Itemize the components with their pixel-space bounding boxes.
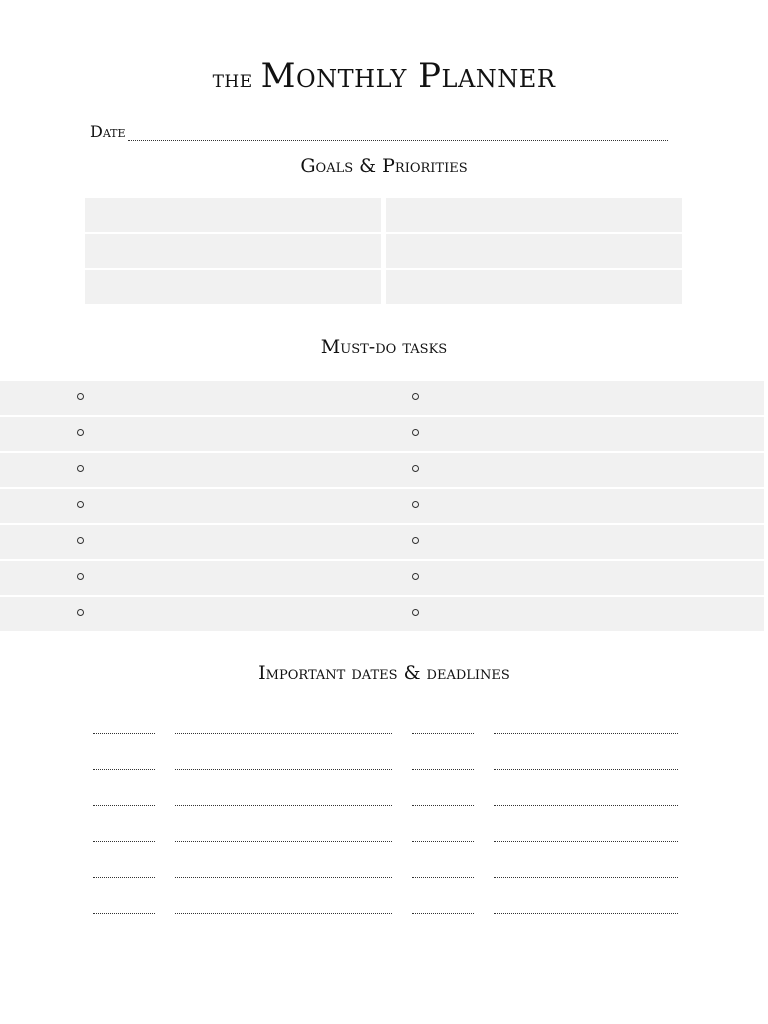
- deadline-line[interactable]: [175, 912, 392, 914]
- task-row[interactable]: [0, 417, 764, 451]
- bullet-icon: [412, 609, 419, 616]
- task-row[interactable]: [0, 597, 764, 631]
- date-line[interactable]: [93, 732, 155, 734]
- deadline-row: [93, 758, 678, 794]
- goal-cell[interactable]: [386, 198, 682, 232]
- deadlines-heading: Important dates & deadlines: [258, 662, 510, 684]
- goal-cell[interactable]: [386, 270, 682, 304]
- bullet-icon: [77, 501, 84, 508]
- title-prefix: the: [212, 65, 253, 93]
- date-label: Date: [90, 122, 126, 141]
- date-line[interactable]: [412, 876, 474, 878]
- tasks-heading: Must-do tasks: [320, 336, 448, 358]
- deadline-line[interactable]: [494, 804, 678, 806]
- bullet-icon: [77, 393, 84, 400]
- date-line[interactable]: [412, 804, 474, 806]
- task-row[interactable]: [0, 489, 764, 523]
- date-line[interactable]: [93, 804, 155, 806]
- date-line[interactable]: [412, 840, 474, 842]
- goal-cell[interactable]: [85, 270, 381, 304]
- deadline-row: [93, 794, 678, 830]
- deadline-line[interactable]: [175, 768, 392, 770]
- date-input-line[interactable]: [128, 126, 668, 141]
- bullet-icon: [412, 429, 419, 436]
- page-title: [0, 56, 768, 96]
- deadlines-list: [93, 722, 678, 938]
- task-row[interactable]: [0, 453, 764, 487]
- title-main: Monthly Planner: [260, 56, 556, 96]
- date-line[interactable]: [93, 876, 155, 878]
- bullet-icon: [77, 609, 84, 616]
- deadline-line[interactable]: [175, 804, 392, 806]
- deadline-row: [93, 866, 678, 902]
- goals-grid: [85, 198, 682, 304]
- date-line[interactable]: [412, 912, 474, 914]
- goal-cell[interactable]: [386, 234, 682, 268]
- date-line[interactable]: [93, 768, 155, 770]
- task-row[interactable]: [0, 525, 764, 559]
- deadline-line[interactable]: [494, 840, 678, 842]
- goal-cell[interactable]: [85, 198, 381, 232]
- task-row[interactable]: [0, 381, 764, 415]
- deadline-line[interactable]: [175, 732, 392, 734]
- bullet-icon: [412, 465, 419, 472]
- date-line[interactable]: [412, 732, 474, 734]
- bullet-icon: [412, 537, 419, 544]
- bullet-icon: [77, 465, 84, 472]
- bullet-icon: [77, 429, 84, 436]
- deadline-line[interactable]: [175, 840, 392, 842]
- deadline-line[interactable]: [494, 732, 678, 734]
- date-line[interactable]: [93, 840, 155, 842]
- deadline-line[interactable]: [494, 912, 678, 914]
- deadline-row: [93, 830, 678, 866]
- goal-cell[interactable]: [85, 234, 381, 268]
- tasks-list: [0, 381, 764, 633]
- deadline-row: [93, 722, 678, 758]
- deadline-row: [93, 902, 678, 938]
- bullet-icon: [412, 573, 419, 580]
- date-line[interactable]: [93, 912, 155, 914]
- deadline-line[interactable]: [494, 768, 678, 770]
- deadline-line[interactable]: [175, 876, 392, 878]
- date-row: [90, 122, 668, 141]
- date-line[interactable]: [412, 768, 474, 770]
- bullet-icon: [412, 393, 419, 400]
- task-row[interactable]: [0, 561, 764, 595]
- deadline-line[interactable]: [494, 876, 678, 878]
- bullet-icon: [77, 537, 84, 544]
- goals-heading: Goals & Priorities: [300, 155, 468, 177]
- bullet-icon: [77, 573, 84, 580]
- bullet-icon: [412, 501, 419, 508]
